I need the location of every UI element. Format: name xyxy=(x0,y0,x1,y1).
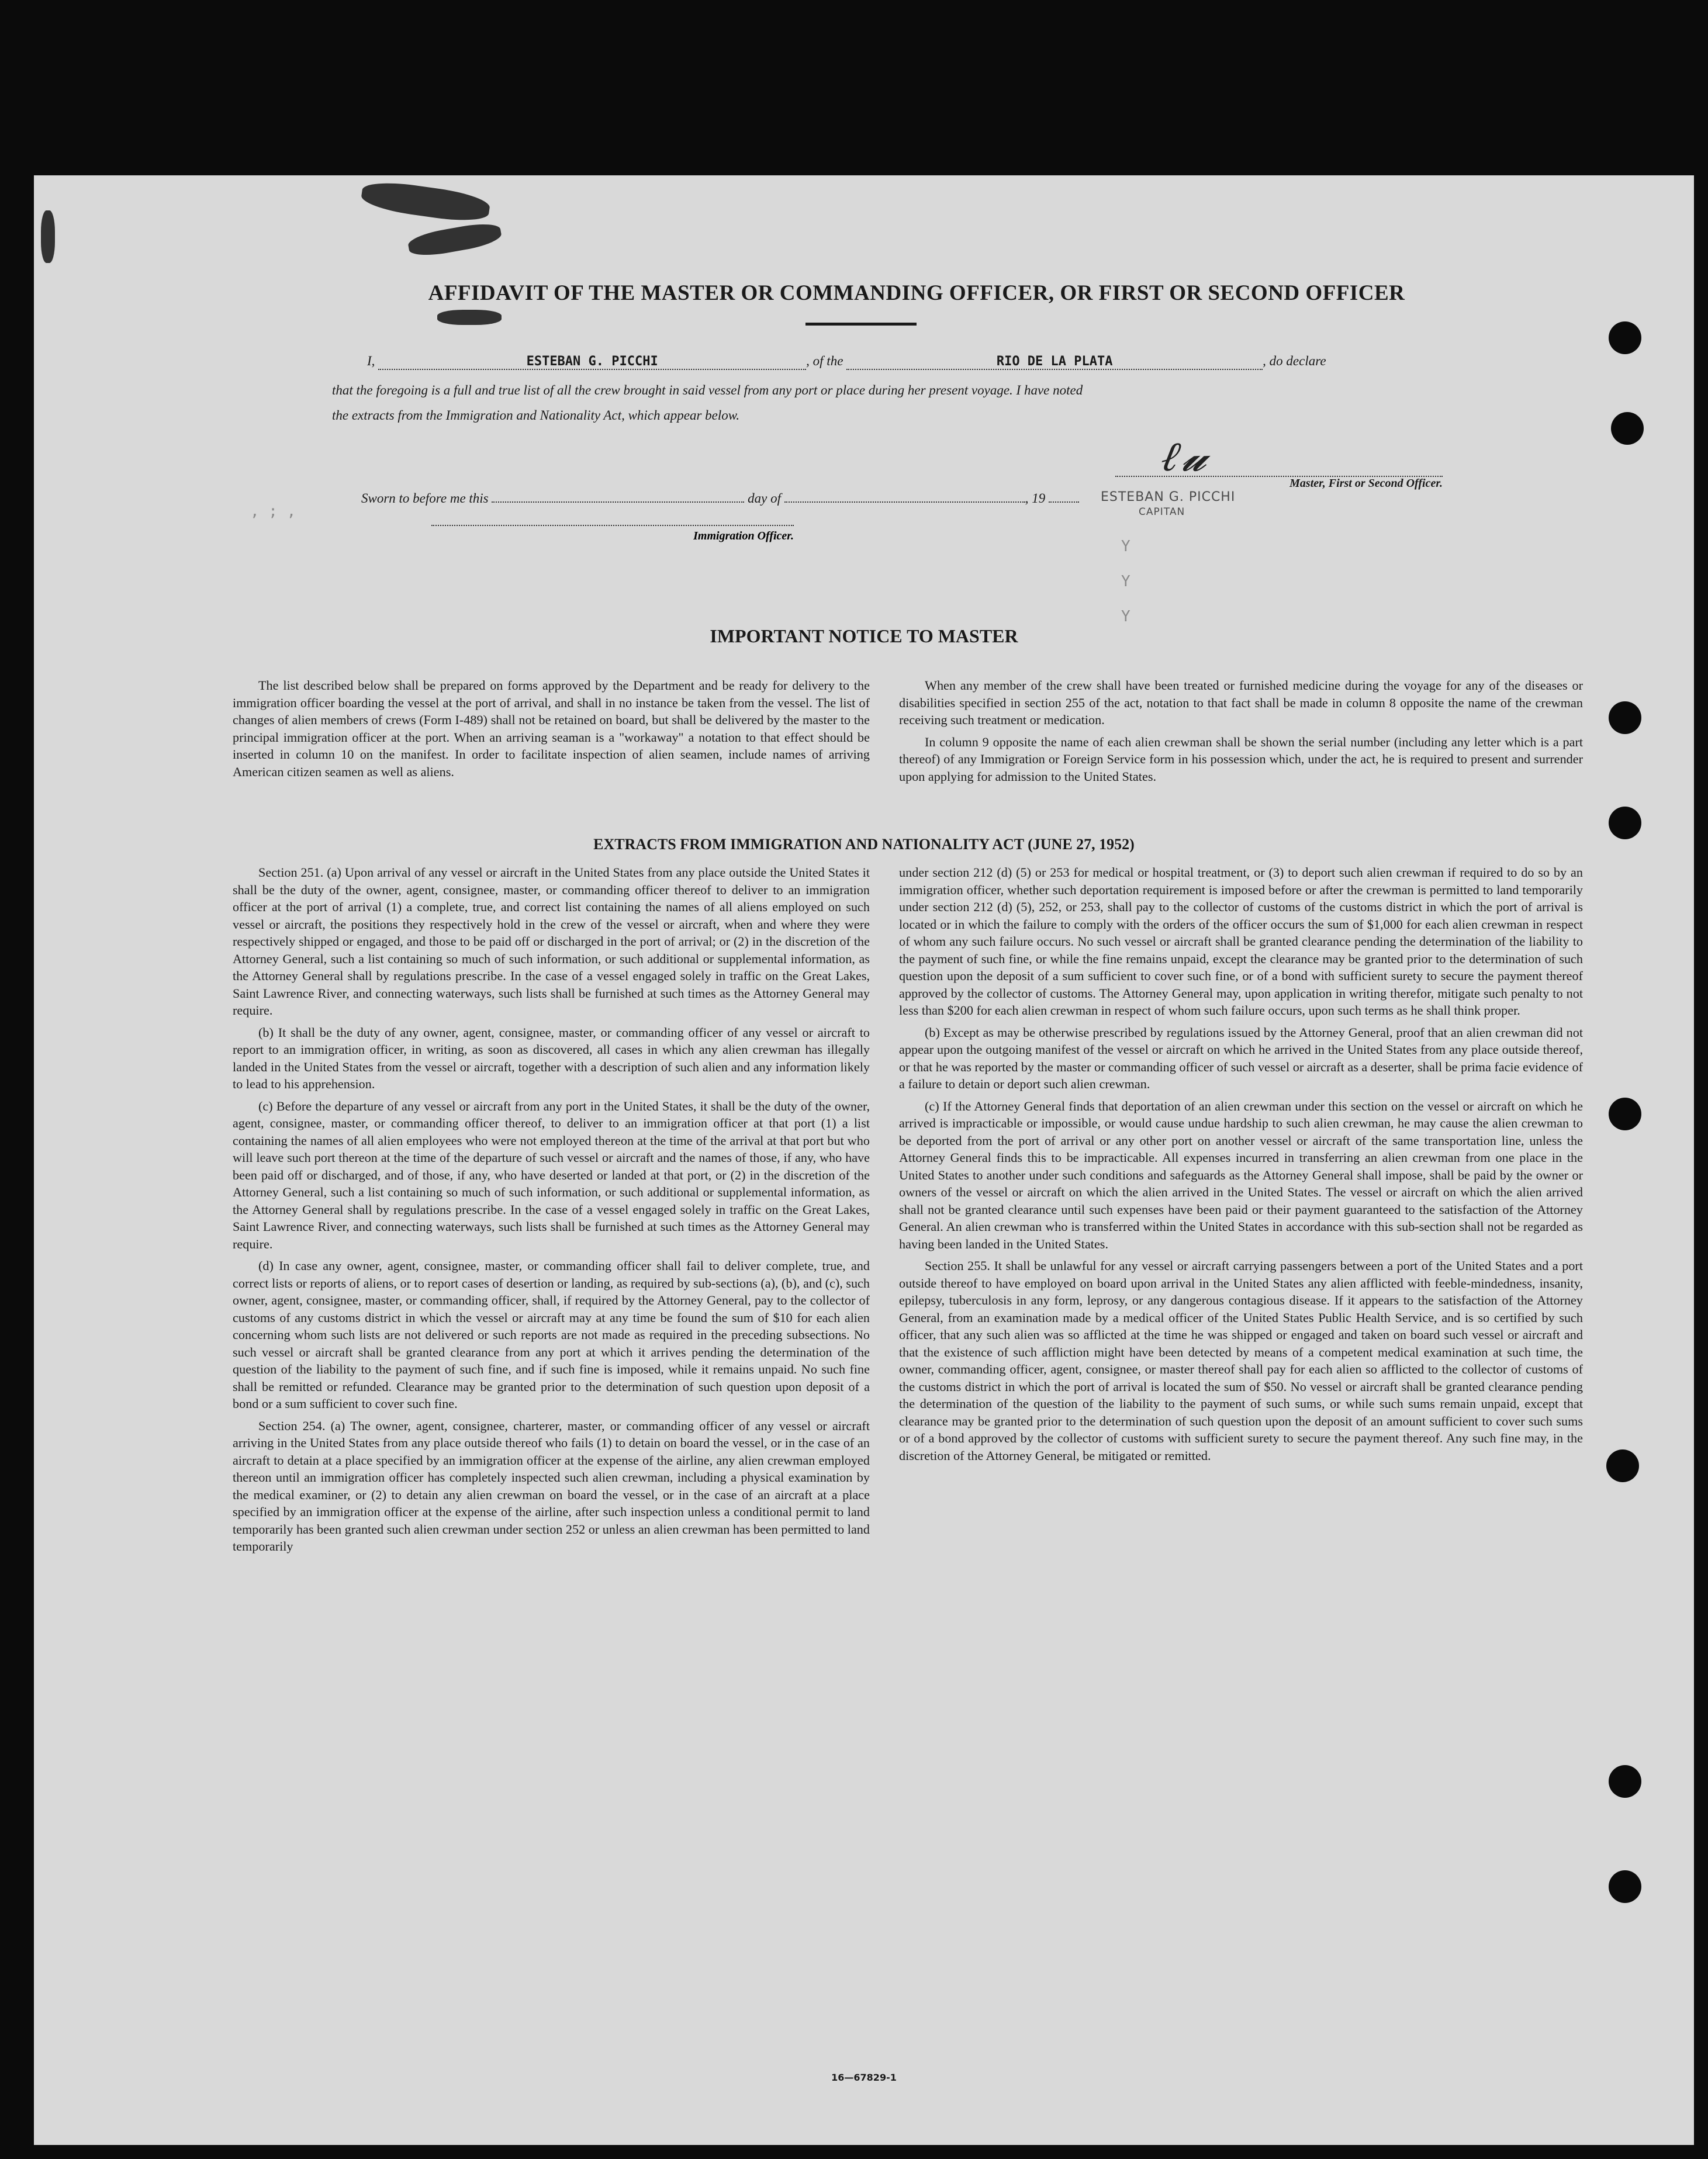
signature-line xyxy=(1115,433,1443,480)
binder-hole xyxy=(1609,1765,1641,1798)
binder-hole xyxy=(1606,1449,1639,1482)
binder-hole xyxy=(1609,1870,1641,1903)
notice-right-column xyxy=(899,677,1583,790)
declaration-line xyxy=(367,354,1326,370)
extract-paragraph: under section 212 (d) (5) or 253 for medical or hospital treatment, or (3) to deport such alien crewman if required to do so by an immigration officer, whether such deportation requirement is imposed before or after the crewman is permitted to land temporarily under section 212 (d) (5), 252, or 253, shall pay to the collector of customs of the customs district in which the port of arrival is located or in which the failure to comply with the orders of the officer occurs the sum of $1,000 for each alien crewman in respect of whom any such failure occurs. No such vessel or aircraft shall be granted clearance pending the determination of the liability to the payment of such fine, or while the fine remains unpaid, except the clearance may be granted prior to the determination of such question upon the deposit of a sum sufficient to cover such fine, or of a bond with sufficient surety to secure the payment thereof approved by the collector of customs. The Attorney General may, upon application in writing therefor, mitigate such penalty to not less than $200 for each alien crewman in respect of whom such failure occurs, upon such terms as he shall think proper. xyxy=(899,865,1583,1018)
bleed-through-mark: Y xyxy=(1121,573,1130,590)
sworn-month-field xyxy=(784,501,1025,503)
signature-caption: Master, First or Second Officer. xyxy=(1289,477,1443,490)
extract-paragraph: Section 251. (a) Upon arrival of any vessel or aircraft in the United States from any place outside the United States it shall be the duty of the owner, agent, consignee, master, or commanding officer thereof to deliver to an immigration officer at the port of arrival (1) a complete, true, and correct list containing the names of all aliens employed on such vessel or aircraft, the positions they respectively hold in the crew of the vessel or aircraft, when and where they were respectively shipped or engaged, and those to be paid off or discharged in the port of arrival; or (2) in the discretion of the Attorney General, such a list containing so much of such information, or such additional or supplemental information, as the Attorney General shall by regulations prescribe. In the case of a vessel engaged solely in traffic on the Great Lakes, Saint Lawrence River, and connecting waterways, such lists shall be furnished at such times as the Attorney General may require. xyxy=(233,865,870,1018)
declaration-suffix: , do declare xyxy=(1263,354,1326,368)
name-stamp: ESTEBAN G. PICCHI xyxy=(1101,490,1236,504)
handwritten-signature: ℓ 𝓾 xyxy=(1157,433,1214,480)
bleed-through-mark: , ; , xyxy=(250,503,296,520)
declaration-mid: , of the xyxy=(806,354,843,368)
sworn-line xyxy=(361,491,1079,506)
binder-hole xyxy=(1611,412,1644,445)
ink-smudge xyxy=(41,210,55,263)
signature-block xyxy=(1115,433,1443,490)
document-page xyxy=(34,175,1694,2145)
title-underline xyxy=(805,323,917,326)
extract-paragraph: Section 254. (a) The owner, agent, consignee, charterer, master, or commanding officer of any vessel or aircraft arriving in the United States from any place outside thereof who fails (1) to detain on board the vessel, or in the case of an aircraft to detain at a place specified by an immigration officer at the expense of the airline, any alien crewman employed thereon until an immigration officer has completely inspected such alien crewman, including a physical examination by the medical examiner, or (2) to detain any alien crewman on board the vessel, or in the case of an aircraft at a place specified by an immigration officer at the expense of the airline, after such inspection unless a conditional permit to land temporarily has been granted such alien crewman under section 252 or unless an alien crewman has been permitted to land temporarily xyxy=(233,1418,870,1553)
bleed-through-mark: Y xyxy=(1121,538,1130,555)
extract-paragraph: (d) In case any owner, agent, consignee, master, or commanding officer shall fail to deliver complete, true, and correct lists or reports of aliens, or to report cases of desertion or landing, as required by sub-sections (a), (b), and (c), such owner, agent, consignee, master, or commanding officer, shall, if required by the Attorney General, pay to the collector of customs of any customs district in which the vessel or aircraft may at any time be found the sum of $10 for each alien concerning whom such lists are not delivered or such reports are not made as required in the preceding subsections. No such vessel or aircraft shall be granted clearance from any port at which it arrives pending the determination of the question of the liability to the payment of such fine, and if such fine is imposed, while it remains unpaid. No such fine shall be remitted or refunded. Clearance may be granted prior to the determination of such question upon deposit of a bond or a sum sufficient to cover such fine. xyxy=(233,1258,870,1411)
notice-paragraph: In column 9 opposite the name of each alien crewman shall be shown the serial number (including any letter which is a part thereof) of any Immigration or Foreign Service form in his possession which, under the act, he is required to present and surrender upon applying for admission to the United States. xyxy=(899,734,1583,784)
ink-smudge xyxy=(360,178,492,225)
extract-paragraph: (b) It shall be the duty of any owner, agent, consignee, master, or commanding officer of any vessel or aircraft to report to an immigration officer, in writing, as soon as discovered, all cases in which any alien crewman has illegally landed in the United States from the vessel or aircraft, together with a description of such alien and any information likely to lead to his apprehension. xyxy=(233,1025,870,1091)
notice-left-column xyxy=(233,677,870,785)
extracts-heading: EXTRACTS FROM IMMIGRATION AND NATIONALITY ACT (JUNE 27, 1952) xyxy=(593,836,1135,853)
sworn-year-field xyxy=(1049,501,1079,503)
extract-paragraph: (c) If the Attorney General finds that deportation of an alien crewman under this section on the vessel or aircraft on which he arrived is impracticable or impossible, or would cause undue hardship to such alien crewman, he may cause the alien crewman to be deported from the port of arrival or any other port on another vessel or aircraft of the same transportation line, unless the Attorney General finds this to be impracticable. All expenses incurred in transferring an alien crewman from one place in the United States to another under such conditions and safeguards as the Attorney General shall impose, shall be paid by the owner or owners of the vessel or aircraft on which the alien arrived in the United States. The vessel or aircraft on which the alien arrived shall not be granted clearance until such expenses have been paid or their payment guaranteed to the satisfaction of the Attorney General. An alien crewman who is transferred within the United States in accordance with this sub-section shall not be regarded as having been landed in the United States. xyxy=(899,1098,1583,1251)
sworn-prefix: Sworn to before me this xyxy=(361,491,489,506)
title-stamp: CAPITAN xyxy=(1139,506,1185,518)
binder-hole xyxy=(1609,701,1641,734)
binder-hole xyxy=(1609,1098,1641,1130)
binder-hole xyxy=(1609,321,1641,354)
declaration-line-2: that the foregoing is a full and true list of all the crew brought in said vessel from any port or place during her present voyage. I have noted xyxy=(332,383,1083,397)
immigration-officer-line: Immigration Officer. xyxy=(431,525,794,543)
notice-paragraph: When any member of the crew shall have been treated or furnished medicine during the voyage for any of the diseases or disabilities specified in section 255 of the act, notation to that fact shall be made in column 8 opposite the name of the crewman receiving such treatment or medication. xyxy=(899,678,1583,727)
form-number: 16—67829-1 xyxy=(831,2072,897,2083)
extracts-right-column xyxy=(899,864,1583,1469)
extracts-left-column xyxy=(233,864,870,1560)
ink-smudge xyxy=(407,220,503,259)
sworn-year-label: , 19 xyxy=(1025,491,1046,506)
extract-paragraph: Section 255. It shall be unlawful for any vessel or aircraft carrying passengers between a port of the United States and a port outside thereof to have employed on board upon arrival in the United States any alien afflicted with feeble-mindedness, insanity, epilepsy, tuberculosis in any form, leprosy, or any dangerous contagious disease. If it appears to the satisfaction of the Attorney General, from an examination made by a medical officer of the United States Public Health Service, and is so certified by such officer, that any such alien was so afflicted at the time he was shipped or engaged and taken on board such vessel or aircraft and that the existence of such affliction might have been detected by means of a competent medical examination at such time, the owner, commanding officer, agent, consignee, or master thereof shall pay for each alien so afflicted to the collector of customs of the customs district in which the port of arrival is located the sum of $50. No vessel or aircraft shall be granted clearance pending the determination of the question of the liability to the payment of such sums, or while such sums remain unpaid, except that clearance may be granted prior to the determination of such question upon the deposit of an amount sufficient to cover such sums or of a bond approved by the collector of customs with sufficient surety to secure the payment thereof. Any such fine may, in the discretion of the Attorney General, be mitigated or remitted. xyxy=(899,1258,1583,1463)
notice-paragraph: The list described below shall be prepared on forms approved by the Department and be ready for delivery to the immigration officer boarding the vessel at the port of arrival, and shall in no instance be taken from the vessel. The list of changes of alien members of crews (Form I-489) shall not be retained on board, but shall be delivered by the master to the principal immigration officer at the port. When an arriving seaman is a "workaway" a notation to that effect should be inserted in column 10 on the manifest. In order to facilitate inspection of alien seamen, include names of arriving American citizen seamen as well as aliens. xyxy=(233,678,870,779)
extract-paragraph: (c) Before the departure of any vessel or aircraft from any port in the United States, it shall be the duty of the owner, agent, consignee, master, or commanding officer thereof, to deliver to an immigration officer at that port (1) a list containing the names of all alien employees who were not employed thereon at the time of the arrival at that port but who will leave such port thereon at the time of the departure of such vessel or aircraft and the names of those, if any, who have been paid off or discharged, and of those, if any, who have deserted or landed at that port, or (2) in the discretion of the Attorney General, such a list containing so much of such information, or such additional or supplemental information, as the Attorney General shall by regulations prescribe. In the case of a vessel engaged solely in traffic on the Great Lakes, Saint Lawrence River, and connecting waterways, such lists shall be furnished at such times as the Attorney General may require. xyxy=(233,1098,870,1251)
master-name-field: ESTEBAN G. PICCHI xyxy=(378,354,806,370)
declaration-line-3: the extracts from the Immigration and Nationality Act, which appear below. xyxy=(332,408,740,423)
extract-paragraph: (b) Except as may be otherwise prescribed by regulations issued by the Attorney General, proof that an alien crewman did not appear upon the outgoing manifest of the vessel or aircraft on which he arrived in the United States from any place outside thereof, or that he was reported by the master or commanding officer of such vessel or aircraft as a deserter, shall be prima facie evidence of a failure to detain or deport such alien crewman. xyxy=(899,1025,1583,1091)
declaration-prefix: I, xyxy=(367,354,375,368)
sworn-day-label: day of xyxy=(748,491,781,506)
vessel-name-field: RIO DE LA PLATA xyxy=(846,354,1263,370)
bleed-through-mark: Y xyxy=(1121,608,1130,625)
ink-smudge xyxy=(437,310,502,325)
affidavit-title: AFFIDAVIT OF THE MASTER OR COMMANDING OFFICER, OR FIRST OR SECOND OFFICER xyxy=(428,281,1405,305)
notice-heading: IMPORTANT NOTICE TO MASTER xyxy=(710,625,1018,646)
sworn-day-field xyxy=(492,501,744,503)
binder-hole xyxy=(1609,807,1641,839)
